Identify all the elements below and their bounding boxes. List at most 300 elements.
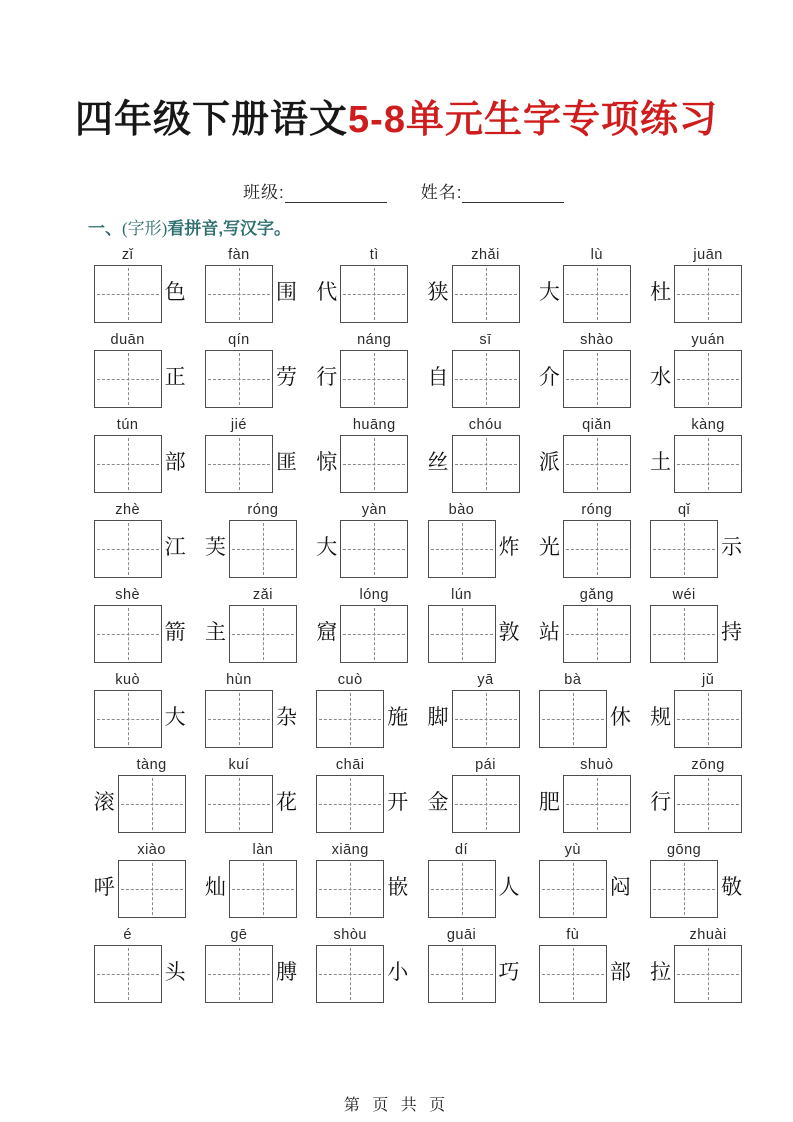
- given-char-before: 大: [538, 280, 560, 304]
- box-dashed-vline: [374, 523, 375, 575]
- pinyin-box-stack: [452, 331, 520, 408]
- pinyin-label: zǐ: [121, 247, 134, 263]
- practice-item: [307, 412, 418, 497]
- pinyin-label: qín: [228, 332, 250, 348]
- practice-item: [307, 582, 418, 667]
- given-char-before: 代: [316, 280, 338, 304]
- writing-box[interactable]: [539, 690, 607, 748]
- box-dashed-vline: [263, 608, 264, 660]
- given-char-after: 部: [164, 450, 186, 474]
- given-char-after: 敬: [721, 875, 743, 899]
- writing-box[interactable]: [452, 435, 520, 493]
- pinyin-label: bào: [448, 502, 475, 518]
- grid-row: [84, 752, 752, 837]
- practice-item: [529, 412, 640, 497]
- given-char-before: 脚: [427, 705, 449, 729]
- pinyin-label: tì: [369, 247, 379, 263]
- pinyin-box-stack: [674, 416, 742, 493]
- pinyin-box-stack: [94, 246, 162, 323]
- practice-item: [529, 837, 640, 922]
- class-label: 班级:: [243, 183, 285, 202]
- box-dashed-vline: [462, 863, 463, 915]
- pinyin-box-stack: [94, 501, 162, 578]
- writing-box[interactable]: [563, 775, 631, 833]
- writing-box[interactable]: [340, 435, 408, 493]
- box-dashed-vline: [708, 268, 709, 320]
- box-dashed-vline: [486, 693, 487, 745]
- writing-box[interactable]: [563, 520, 631, 578]
- given-char-before: 惊: [316, 450, 338, 474]
- writing-box[interactable]: [229, 605, 297, 663]
- practice-item: [195, 327, 306, 412]
- pinyin-box-stack: [674, 331, 742, 408]
- box-dashed-vline: [597, 778, 598, 830]
- pinyin-box-stack: [316, 671, 384, 748]
- box-dashed-vline: [462, 608, 463, 660]
- box-dashed-vline: [708, 438, 709, 490]
- writing-box[interactable]: [428, 520, 496, 578]
- grid-row: [84, 327, 752, 412]
- pinyin-box-stack: [674, 246, 742, 323]
- practice-item: [84, 327, 195, 412]
- given-char-after: 嵌: [387, 875, 409, 899]
- writing-box[interactable]: [674, 435, 742, 493]
- pinyin-label: yuán: [691, 332, 725, 348]
- pinyin-label: é: [123, 927, 132, 943]
- given-char-before: 窟: [316, 620, 338, 644]
- pinyin-box-stack: [428, 926, 496, 1003]
- pinyin-box-stack: [94, 416, 162, 493]
- practice-item: [529, 752, 640, 837]
- given-char-after: 色: [164, 280, 186, 304]
- pinyin-box-stack: [452, 756, 520, 833]
- pinyin-label: náng: [357, 332, 392, 348]
- given-char-after: 示: [721, 535, 743, 559]
- pinyin-label: zhè: [115, 502, 141, 518]
- pinyin-label: zǎi: [252, 587, 273, 603]
- pinyin-label: bà: [564, 672, 582, 688]
- pinyin-label: hùn: [226, 672, 252, 688]
- writing-box[interactable]: [674, 350, 742, 408]
- given-char-after: 膊: [275, 960, 297, 984]
- pinyin-box-stack: [539, 841, 607, 918]
- pinyin-label: shè: [115, 587, 141, 603]
- given-char-before: 主: [204, 620, 226, 644]
- pinyin-box-stack: [205, 331, 273, 408]
- box-dashed-vline: [350, 693, 351, 745]
- pinyin-label: zhǎi: [471, 247, 500, 263]
- practice-item: [307, 922, 418, 1007]
- grid-row: [84, 837, 752, 922]
- writing-box[interactable]: [674, 775, 742, 833]
- practice-item: [195, 667, 306, 752]
- practice-item: [307, 497, 418, 582]
- writing-box[interactable]: [94, 520, 162, 578]
- pinyin-box-stack: [118, 756, 186, 833]
- box-dashed-vline: [708, 353, 709, 405]
- pinyin-label: shòu: [333, 927, 367, 943]
- pinyin-box-stack: [674, 926, 742, 1003]
- pinyin-label: kuò: [115, 672, 141, 688]
- practice-item: [195, 497, 306, 582]
- writing-box[interactable]: [650, 605, 718, 663]
- box-dashed-vline: [128, 948, 129, 1000]
- writing-box[interactable]: [452, 350, 520, 408]
- pinyin-label: dí: [454, 842, 469, 858]
- box-dashed-vline: [350, 863, 351, 915]
- writing-box[interactable]: [428, 605, 496, 663]
- writing-box[interactable]: [340, 605, 408, 663]
- writing-box[interactable]: [563, 435, 631, 493]
- practice-item: [640, 242, 751, 327]
- pinyin-box-stack: [340, 416, 408, 493]
- writing-box[interactable]: [428, 945, 496, 1003]
- practice-item: [418, 752, 529, 837]
- given-char-after: 箭: [164, 620, 186, 644]
- box-dashed-vline: [263, 523, 264, 575]
- pinyin-box-stack: [229, 501, 297, 578]
- writing-box[interactable]: [94, 945, 162, 1003]
- writing-box[interactable]: [674, 945, 742, 1003]
- box-dashed-vline: [684, 863, 685, 915]
- writing-box[interactable]: [674, 265, 742, 323]
- pinyin-label: duān: [110, 332, 145, 348]
- box-dashed-vline: [597, 353, 598, 405]
- practice-item: [195, 837, 306, 922]
- box-dashed-vline: [128, 438, 129, 490]
- given-char-after: 劳: [275, 365, 297, 389]
- practice-item: [418, 412, 529, 497]
- pinyin-label: kuí: [228, 757, 250, 773]
- pinyin-label: gōng: [666, 842, 702, 858]
- writing-box[interactable]: [452, 265, 520, 323]
- writing-box[interactable]: [539, 860, 607, 918]
- given-char-before: 滚: [93, 790, 115, 814]
- box-dashed-vline: [239, 353, 240, 405]
- pinyin-label: xiào: [137, 842, 166, 858]
- pinyin-box-stack: [428, 501, 496, 578]
- pinyin-label: lún: [451, 587, 472, 603]
- box-dashed-vline: [597, 608, 598, 660]
- practice-item: [640, 582, 751, 667]
- writing-box[interactable]: [340, 350, 408, 408]
- box-dashed-vline: [128, 268, 129, 320]
- practice-item: [529, 497, 640, 582]
- pinyin-box-stack: [563, 756, 631, 833]
- pinyin-box-stack: [563, 586, 631, 663]
- writing-box[interactable]: [650, 860, 718, 918]
- writing-box[interactable]: [674, 690, 742, 748]
- writing-box[interactable]: [94, 350, 162, 408]
- grid-row: [84, 497, 752, 582]
- pinyin-box-stack: [316, 756, 384, 833]
- writing-box[interactable]: [205, 435, 273, 493]
- box-dashed-vline: [374, 268, 375, 320]
- given-char-before: 金: [427, 790, 449, 814]
- box-dashed-vline: [374, 353, 375, 405]
- writing-box[interactable]: [340, 520, 408, 578]
- writing-box[interactable]: [205, 350, 273, 408]
- given-char-before: 呼: [93, 875, 115, 899]
- student-info-line: [243, 178, 570, 203]
- box-dashed-vline: [708, 778, 709, 830]
- pinyin-box-stack: [539, 926, 607, 1003]
- practice-item: [418, 582, 529, 667]
- box-dashed-vline: [597, 268, 598, 320]
- writing-box[interactable]: [229, 520, 297, 578]
- given-char-before: 狭: [427, 280, 449, 304]
- pinyin-box-stack: [340, 586, 408, 663]
- pinyin-box-stack: [563, 331, 631, 408]
- given-char-before: 规: [650, 705, 672, 729]
- practice-item: [84, 837, 195, 922]
- given-char-before: 大: [316, 535, 338, 559]
- pinyin-label: kàng: [691, 417, 725, 433]
- box-dashed-vline: [152, 778, 153, 830]
- practice-item: [84, 582, 195, 667]
- pinyin-label: chóu: [468, 417, 503, 433]
- pinyin-box-stack: [340, 246, 408, 323]
- practice-item: [418, 327, 529, 412]
- given-char-after: 炸: [498, 535, 520, 559]
- pinyin-label: sī: [479, 332, 492, 348]
- pinyin-box-stack: [205, 416, 273, 493]
- writing-box[interactable]: [452, 690, 520, 748]
- practice-item: [84, 497, 195, 582]
- writing-box[interactable]: [94, 605, 162, 663]
- box-dashed-vline: [239, 268, 240, 320]
- box-dashed-vline: [374, 438, 375, 490]
- writing-box[interactable]: [118, 775, 186, 833]
- pinyin-label: yù: [564, 842, 581, 858]
- practice-item: [195, 582, 306, 667]
- box-dashed-vline: [486, 778, 487, 830]
- writing-box[interactable]: [650, 520, 718, 578]
- practice-item: [640, 922, 751, 1007]
- practice-item: [307, 752, 418, 837]
- pinyin-box-stack: [94, 671, 162, 748]
- pinyin-box-stack: [94, 926, 162, 1003]
- given-char-after: 持: [721, 620, 743, 644]
- practice-item: [529, 327, 640, 412]
- pinyin-label: fàn: [228, 247, 250, 263]
- pinyin-label: jǔ: [701, 672, 715, 688]
- practice-item: [195, 922, 306, 1007]
- box-dashed-vline: [462, 948, 463, 1000]
- practice-item: [529, 242, 640, 327]
- pinyin-box-stack: [340, 501, 408, 578]
- pinyin-label: shuò: [580, 757, 614, 773]
- pinyin-label: lóng: [359, 587, 389, 603]
- practice-item: [418, 242, 529, 327]
- box-dashed-vline: [486, 268, 487, 320]
- writing-box[interactable]: [452, 775, 520, 833]
- box-dashed-vline: [684, 523, 685, 575]
- pinyin-label: wéi: [672, 587, 696, 603]
- practice-item: [529, 922, 640, 1007]
- given-char-before: 肥: [538, 790, 560, 814]
- writing-box[interactable]: [205, 775, 273, 833]
- given-char-after: 小: [387, 960, 409, 984]
- practice-item: [529, 667, 640, 752]
- given-char-after: 部: [609, 960, 631, 984]
- box-dashed-vline: [239, 693, 240, 745]
- box-dashed-vline: [708, 948, 709, 1000]
- writing-box[interactable]: [428, 860, 496, 918]
- writing-box[interactable]: [94, 265, 162, 323]
- pinyin-box-stack: [94, 331, 162, 408]
- grid-row: [84, 667, 752, 752]
- pinyin-box-stack: [205, 671, 273, 748]
- pinyin-box-stack: [650, 501, 718, 578]
- pinyin-label: qǐ: [677, 502, 691, 518]
- given-char-before: 拉: [650, 960, 672, 984]
- box-dashed-vline: [128, 693, 129, 745]
- writing-box[interactable]: [340, 265, 408, 323]
- grid-row: [84, 922, 752, 1007]
- box-dashed-vline: [350, 948, 351, 1000]
- box-dashed-vline: [128, 523, 129, 575]
- given-char-after: 大: [164, 705, 186, 729]
- practice-item: [307, 242, 418, 327]
- section-heading: [88, 214, 291, 239]
- given-char-before: 介: [538, 365, 560, 389]
- box-dashed-vline: [486, 353, 487, 405]
- practice-item: [307, 327, 418, 412]
- pinyin-box-stack: [674, 671, 742, 748]
- given-char-after: 杂: [275, 705, 297, 729]
- page-title-black: 四年级下册语文: [75, 99, 349, 141]
- pinyin-box-stack: [563, 416, 631, 493]
- pinyin-label: lù: [590, 247, 603, 263]
- pinyin-box-stack: [650, 841, 718, 918]
- page-title-red: 5-8单元生字专项练习: [348, 99, 718, 141]
- box-dashed-vline: [684, 608, 685, 660]
- practice-item: [84, 752, 195, 837]
- writing-box[interactable]: [94, 690, 162, 748]
- pinyin-box-stack: [539, 671, 607, 748]
- pinyin-label: róng: [581, 502, 613, 518]
- name-input-blank[interactable]: [462, 185, 564, 203]
- given-char-after: 匪: [275, 450, 297, 474]
- pinyin-box-stack: [316, 841, 384, 918]
- given-char-before: 水: [650, 365, 672, 389]
- pinyin-box-stack: [674, 756, 742, 833]
- pinyin-label: fù: [566, 927, 580, 943]
- pinyin-label: zōng: [691, 757, 725, 773]
- given-char-after: 巧: [498, 960, 520, 984]
- pinyin-label: chāi: [335, 757, 365, 773]
- writing-box[interactable]: [205, 690, 273, 748]
- pinyin-label: juān: [693, 247, 723, 263]
- given-char-before: 派: [538, 450, 560, 474]
- practice-item: [84, 667, 195, 752]
- box-dashed-vline: [128, 353, 129, 405]
- pinyin-box-stack: [563, 501, 631, 578]
- practice-grid: [84, 242, 752, 1007]
- writing-box[interactable]: [205, 265, 273, 323]
- writing-box[interactable]: [316, 775, 384, 833]
- given-char-before: 自: [427, 365, 449, 389]
- writing-box[interactable]: [563, 265, 631, 323]
- box-dashed-vline: [152, 863, 153, 915]
- writing-box[interactable]: [316, 945, 384, 1003]
- box-dashed-vline: [239, 778, 240, 830]
- given-char-before: 行: [316, 365, 338, 389]
- section-instruction: 看拼音,写汉字。: [167, 219, 292, 238]
- grid-row: [84, 582, 752, 667]
- given-char-after: 人: [498, 875, 520, 899]
- pinyin-box-stack: [229, 841, 297, 918]
- pinyin-label: gǎng: [579, 587, 614, 603]
- given-char-after: 敦: [498, 620, 520, 644]
- writing-box[interactable]: [94, 435, 162, 493]
- given-char-before: 灿: [204, 875, 226, 899]
- pinyin-label: làn: [252, 842, 274, 858]
- box-dashed-vline: [239, 948, 240, 1000]
- given-char-after: 江: [164, 535, 186, 559]
- practice-item: [84, 922, 195, 1007]
- class-input-blank[interactable]: [285, 185, 387, 203]
- writing-box[interactable]: [539, 945, 607, 1003]
- pinyin-box-stack: [452, 671, 520, 748]
- pinyin-label: yàn: [361, 502, 387, 518]
- writing-box[interactable]: [229, 860, 297, 918]
- pinyin-label: xiāng: [331, 842, 369, 858]
- practice-item: [195, 412, 306, 497]
- practice-item: [418, 667, 529, 752]
- practice-item: [640, 837, 751, 922]
- practice-item: [418, 837, 529, 922]
- writing-box[interactable]: [316, 690, 384, 748]
- pinyin-label: qiǎn: [582, 417, 612, 433]
- box-dashed-vline: [597, 523, 598, 575]
- given-char-after: 闷: [609, 875, 631, 899]
- box-dashed-vline: [573, 948, 574, 1000]
- given-char-after: 头: [164, 960, 186, 984]
- pinyin-label: gē: [230, 927, 248, 943]
- practice-item: [195, 752, 306, 837]
- pinyin-box-stack: [650, 586, 718, 663]
- given-char-before: 土: [650, 450, 672, 474]
- given-char-before: 丝: [427, 450, 449, 474]
- box-dashed-vline: [573, 693, 574, 745]
- grid-row: [84, 412, 752, 497]
- pinyin-label: shào: [580, 332, 614, 348]
- box-dashed-vline: [374, 608, 375, 660]
- pinyin-box-stack: [563, 246, 631, 323]
- pinyin-label: zhuài: [689, 927, 727, 943]
- writing-box[interactable]: [316, 860, 384, 918]
- writing-box[interactable]: [563, 605, 631, 663]
- writing-box[interactable]: [563, 350, 631, 408]
- box-dashed-vline: [708, 693, 709, 745]
- box-dashed-vline: [128, 608, 129, 660]
- pinyin-box-stack: [94, 586, 162, 663]
- given-char-after: 开: [387, 790, 409, 814]
- pinyin-box-stack: [452, 246, 520, 323]
- name-label: 姓名:: [420, 183, 463, 202]
- writing-box[interactable]: [118, 860, 186, 918]
- practice-item: [640, 412, 751, 497]
- page-title: [0, 88, 793, 143]
- writing-box[interactable]: [205, 945, 273, 1003]
- practice-item: [418, 922, 529, 1007]
- given-char-before: 芙: [204, 535, 226, 559]
- pinyin-box-stack: [205, 246, 273, 323]
- pinyin-box-stack: [428, 841, 496, 918]
- pinyin-label: yā: [477, 672, 494, 688]
